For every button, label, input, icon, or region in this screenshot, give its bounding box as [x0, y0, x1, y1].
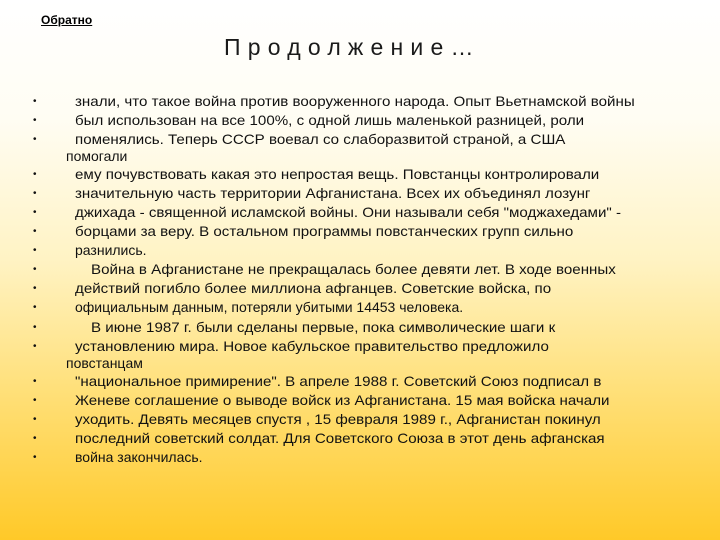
text-line	[0, 260, 720, 279]
line-text: установлению мира. Новое кабульское правительство предложило	[75, 338, 549, 354]
bullet-marker: •	[33, 376, 37, 387]
bullet-marker: •	[33, 322, 37, 333]
text-line	[0, 184, 720, 203]
text-line	[0, 448, 720, 467]
line-text: В июне 1987 г. были сделаны первые, пока символические шаги к	[91, 319, 556, 335]
line-text: повстанцам	[66, 355, 143, 371]
line-text: война закончилась.	[75, 449, 203, 465]
line-text: помогали	[66, 148, 128, 164]
line-text: знали, что такое война против вооруженного народа. Опыт Вьетнамской войны	[75, 93, 635, 109]
bullet-marker: •	[33, 302, 37, 313]
bullet-marker: •	[33, 395, 37, 406]
slide-title: Продолжение…	[224, 34, 481, 60]
line-text: борцами за веру. В остальном программы повстанческих групп сильно	[75, 223, 574, 239]
line-text: Женеве соглашение о выводе войск из Афганистана. 15 мая войска начали	[75, 392, 610, 408]
text-line	[0, 354, 720, 373]
bullet-marker: •	[33, 134, 37, 145]
text-line	[0, 429, 720, 448]
line-text: уходить. Девять месяцев спустя , 15 февраля 1989 г., Афганистан покинул	[75, 411, 601, 427]
bullet-marker: •	[33, 433, 37, 444]
back-link[interactable]: Обратно	[41, 13, 93, 27]
line-text: официальным данным, потеряли убитыми 14453 человека.	[75, 299, 464, 315]
text-line	[0, 92, 720, 111]
bullet-marker: •	[33, 188, 37, 199]
bullet-marker: •	[33, 414, 37, 425]
bullet-marker: •	[33, 245, 37, 256]
text-line	[0, 318, 720, 337]
line-text: действий погибло более миллиона афганцев. Советские войска, по	[75, 280, 552, 296]
line-text: "национальное примирение". В апреле 1988 г. Советский Союз подписал в	[75, 373, 602, 389]
bullet-marker: •	[33, 226, 37, 237]
text-line	[0, 298, 720, 317]
line-text: джихада - священной исламской войны. Они называли себя "моджахедами" -	[75, 204, 622, 220]
text-line	[0, 410, 720, 429]
line-text: разнились.	[75, 242, 147, 258]
text-line	[0, 165, 720, 184]
bullet-marker: •	[33, 264, 37, 275]
text-line	[0, 241, 720, 260]
text-line	[0, 372, 720, 391]
line-text: поменялись. Теперь СССР воевал со слаборазвитой страной, а США	[75, 131, 566, 147]
text-line	[0, 279, 720, 298]
text-line	[0, 222, 720, 241]
text-line	[0, 111, 720, 130]
bullet-marker: •	[33, 169, 37, 180]
bullet-marker: •	[33, 115, 37, 126]
bullet-marker: •	[33, 207, 37, 218]
text-line	[0, 147, 720, 166]
text-line	[0, 391, 720, 410]
line-text: последний советский солдат. Для Советского Союза в этот день афганская	[75, 430, 605, 446]
line-text: был использован на все 100%, с одной лишь маленькой разницей, роли	[75, 112, 585, 128]
bullet-marker: •	[33, 341, 37, 352]
line-text: Война в Афганистане не прекращалась более девяти лет. В ходе военных	[91, 261, 616, 277]
bullet-marker: •	[33, 96, 37, 107]
bullet-marker: •	[33, 283, 37, 294]
text-line	[0, 203, 720, 222]
line-text: значительную часть территории Афганистана. Всех их объединял лозунг	[75, 185, 591, 201]
line-text: ему почувствовать какая это непростая вещь. Повстанцы контролировали	[75, 166, 600, 182]
bullet-marker: •	[33, 452, 37, 463]
